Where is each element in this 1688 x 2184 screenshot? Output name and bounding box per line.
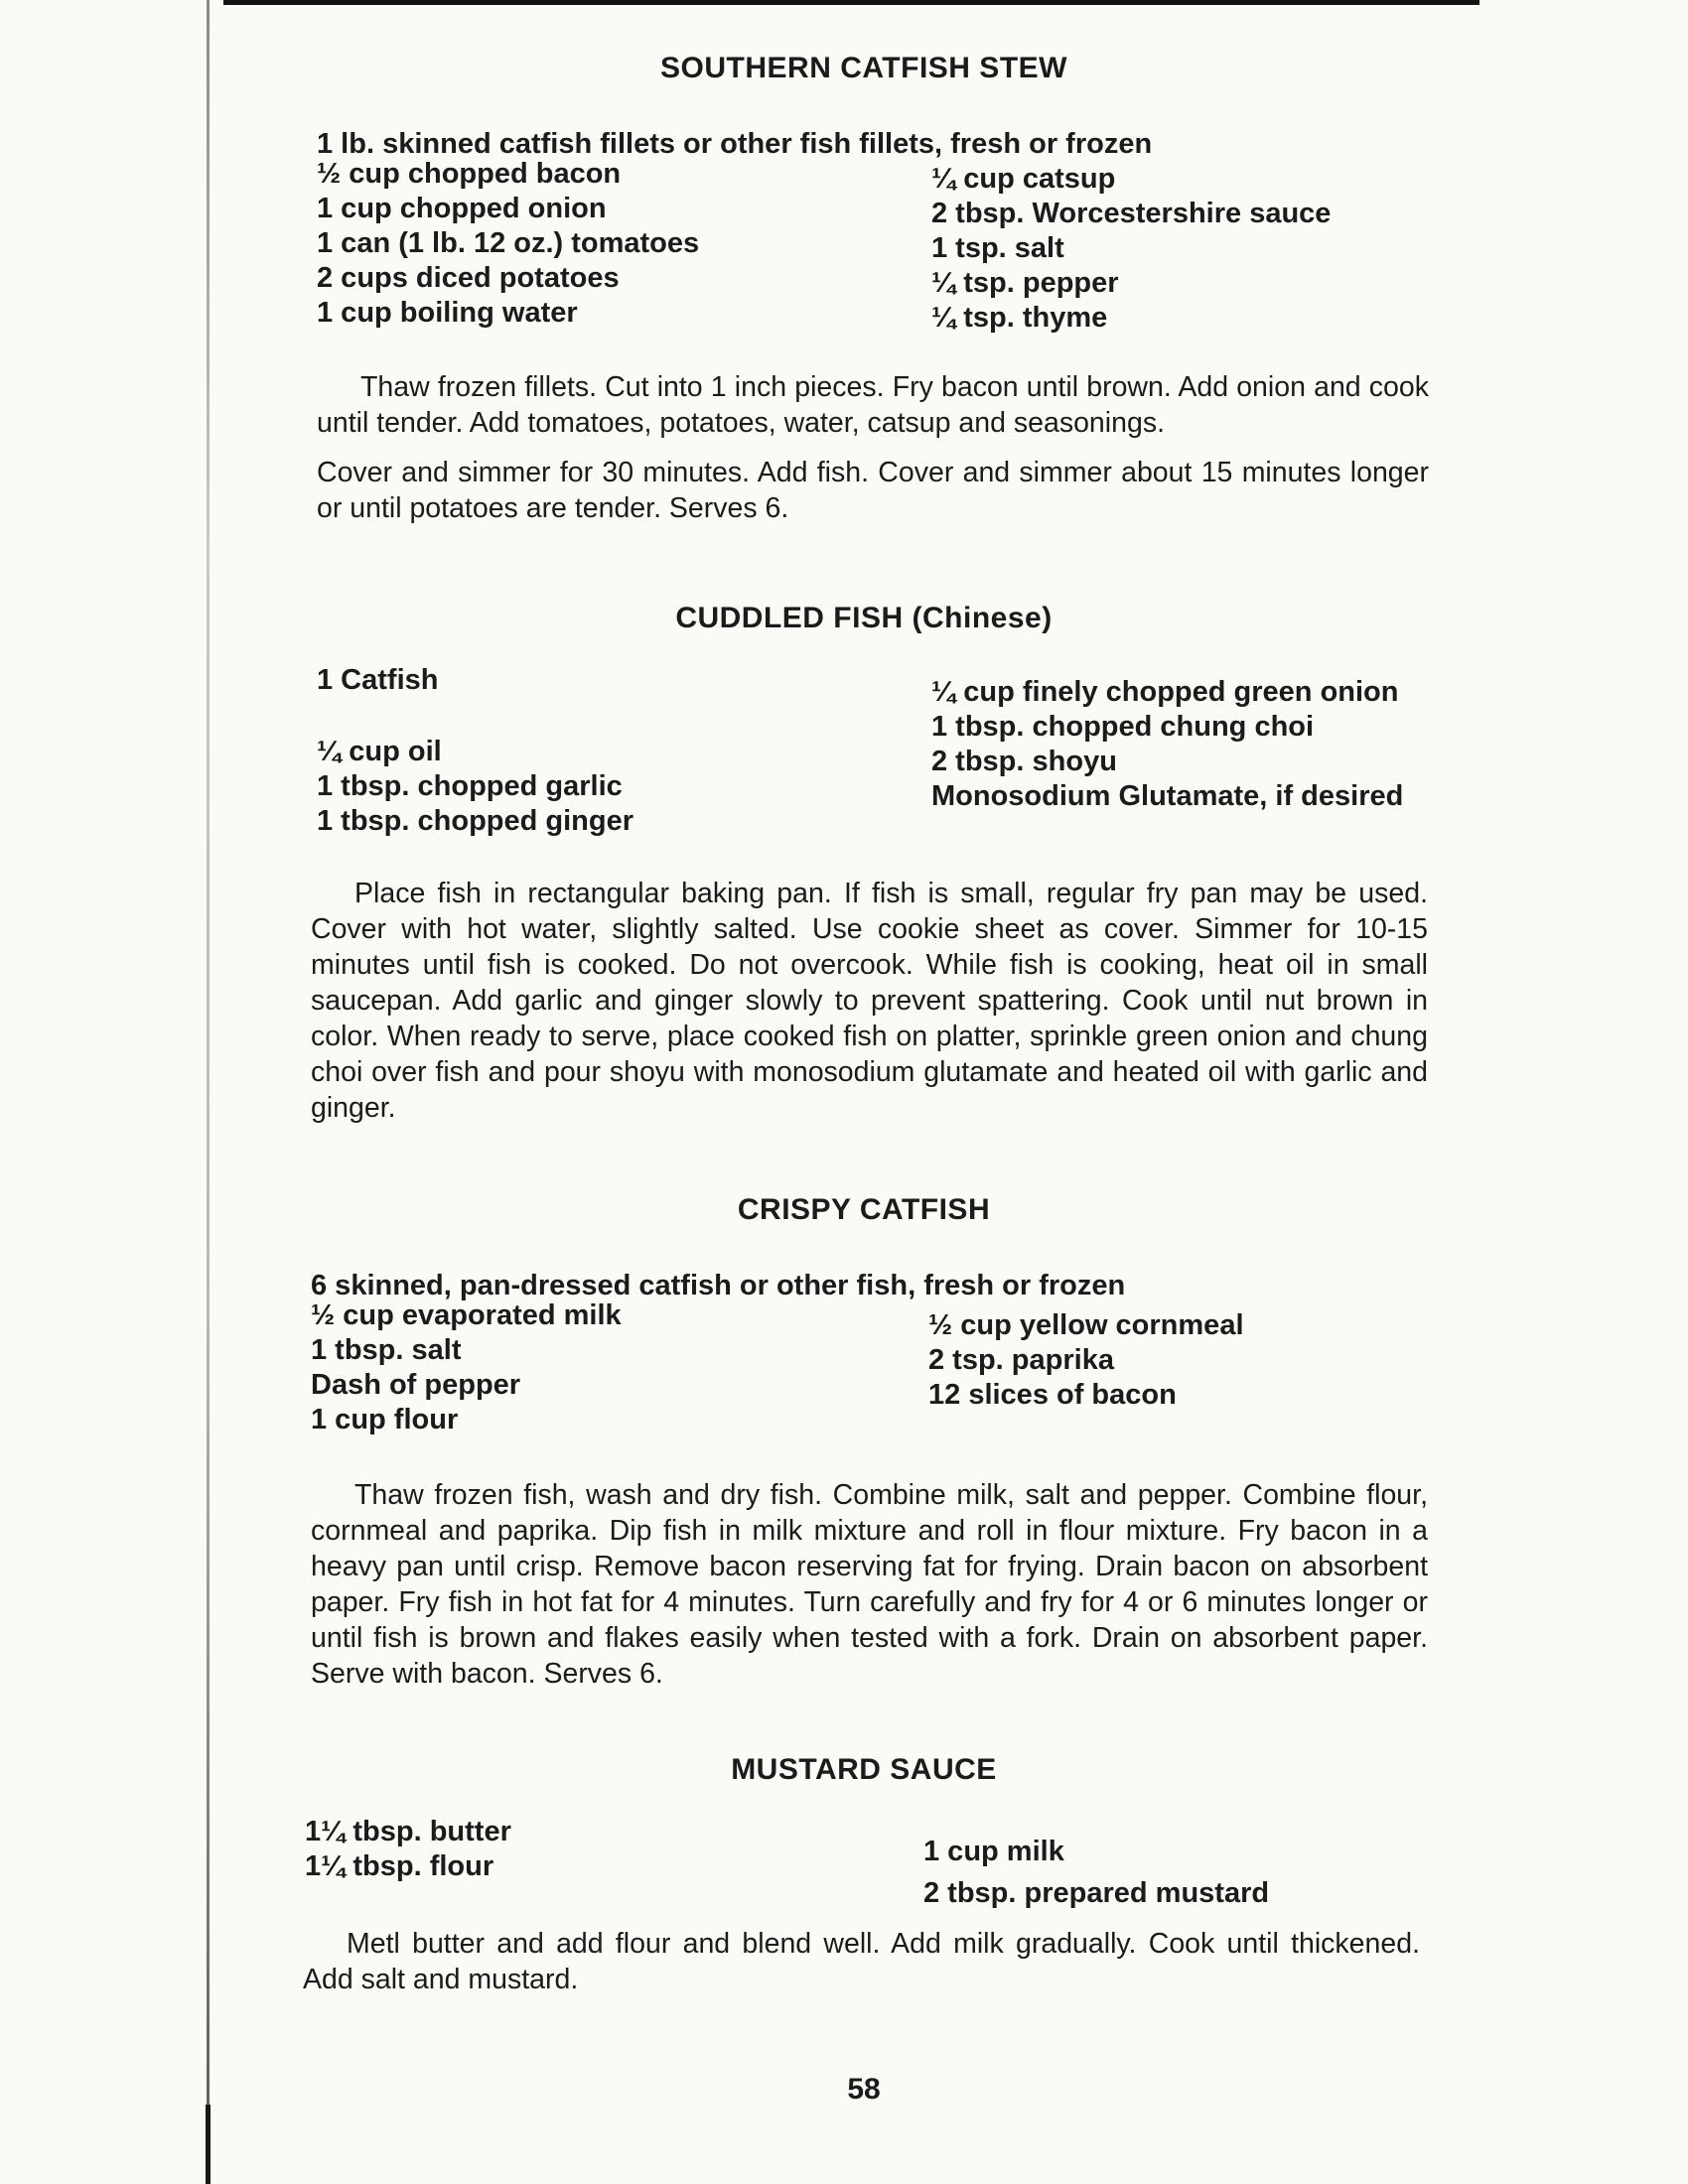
page-binding-edge xyxy=(207,0,210,2184)
ingredient: Dash of pepper xyxy=(311,1369,521,1401)
ingredient: 1 tbsp. salt xyxy=(311,1334,462,1366)
ingredient: ½ cup yellow cornmeal xyxy=(928,1309,1244,1341)
page-binding-shadow xyxy=(206,2105,211,2184)
ingredient-line: 1 lb. skinned catfish fillets or other fish fillets, fresh or frozen xyxy=(317,128,1153,160)
recipe-title: CRISPY CATFISH xyxy=(737,1193,991,1226)
recipe-title-main: CUDDLED FISH xyxy=(675,602,904,634)
ingredient: 1 tbsp. chopped chung choi xyxy=(931,711,1315,743)
ingredient-list-left xyxy=(317,735,633,839)
instruction-paragraph: Place fish in rectangular baking pan. If fish is small, regular fry pan may be used. Cover with hot water, slightly salted. Use cookie sheet as cover. Simmer for 10-15 minutes until fish is cooked. Do not overcook. While fish is cooking, heat oil in small saucepan. Add garlic and ginger slowly to prevent spattering. Cook until nut brown in color. When ready to serve, place cooked fish on platter, sprinkle green onion and chung choi over fish and pour shoyu with monosodium glutamate and heated oil with garlic and ginger. xyxy=(311,878,1428,1124)
ingredient: ¼ tsp. thyme xyxy=(931,302,1108,334)
recipe-instructions xyxy=(317,369,1429,526)
ingredient: 1 cup chopped onion xyxy=(317,193,607,224)
instruction-paragraph: Thaw frozen fish, wash and dry fish. Combine milk, salt and pepper. Combine flour, cornmeal and paprika. Dip fish in milk mixture and roll in flour mixture. Fry bacon in a heavy pan until crisp. Remove bacon reserving fat for frying. Drain bacon on absorbent paper. Fry fish in hot fat for 4 minutes. Turn carefully and fry for 4 or 6 minutes longer or until fish is brown and flakes easily when tested with a fork. Drain on absorbent paper. Serve with bacon. Serves 6. xyxy=(311,1479,1428,1690)
ingredient-list-right xyxy=(928,1308,1244,1413)
ingredient: 2 tbsp. prepared mustard xyxy=(923,1877,1270,1909)
recipe-instructions xyxy=(303,1926,1420,1997)
ingredient: 1 can (1 lb. 12 oz.) tomatoes xyxy=(317,227,700,259)
ingredient-list-left xyxy=(311,1298,622,1437)
ingredient: ½ cup chopped bacon xyxy=(317,158,622,190)
ingredient-list-right xyxy=(931,675,1403,814)
ingredient: 12 slices of bacon xyxy=(928,1379,1177,1411)
recipe-title-sub: (Chinese) xyxy=(912,602,1053,634)
ingredient: ¼ cup catsup xyxy=(931,163,1116,195)
cookbook-page xyxy=(303,0,1429,2184)
recipe-instructions xyxy=(311,1477,1428,1692)
ingredient: 2 cups diced potatoes xyxy=(317,262,620,294)
recipe-title: SOUTHERN CATFISH STEW xyxy=(660,52,1067,84)
ingredient: 1 tbsp. chopped ginger xyxy=(317,805,634,837)
ingredient: 1 tsp. salt xyxy=(931,232,1064,264)
ingredient-list-left-top xyxy=(317,663,438,698)
ingredient-list-left xyxy=(317,157,699,331)
ingredient: 1 cup milk xyxy=(923,1836,1064,1867)
instruction-paragraph: Cover and simmer for 30 minutes. Add fish. Cover and simmer about 15 minutes longer or until potatoes are tender. Serves 6. xyxy=(317,457,1429,524)
ingredient: Monosodium Glutamate, if desired xyxy=(931,780,1404,812)
ingredient: ¼ cup finely chopped green onion xyxy=(931,676,1399,708)
instruction-paragraph: Thaw frozen fillets. Cut into 1 inch pieces. Fry bacon until brown. Add onion and cook until tender. Add tomatoes, potatoes, water, catsup and seasonings. xyxy=(317,371,1429,439)
ingredient-line: 6 skinned, pan-dressed catfish or other fish, fresh or frozen xyxy=(311,1270,1126,1301)
ingredient: 1 cup flour xyxy=(311,1404,459,1435)
ingredient-list-left xyxy=(305,1815,511,1884)
ingredient: 2 tsp. paprika xyxy=(928,1344,1114,1376)
ingredient: 1 Catfish xyxy=(317,664,439,696)
page-number: 58 xyxy=(847,2073,881,2106)
ingredient: ¼ cup oil xyxy=(317,736,442,767)
ingredient: 1¼ tbsp. flour xyxy=(305,1850,494,1882)
recipe-instructions xyxy=(311,876,1428,1126)
ingredient: 2 tbsp. shoyu xyxy=(931,746,1117,777)
ingredient: ¼ tsp. pepper xyxy=(931,267,1119,299)
recipe-title: MUSTARD SAUCE xyxy=(731,1753,997,1786)
ingredient: ½ cup evaporated milk xyxy=(311,1299,622,1331)
ingredient-list-right xyxy=(923,1831,1269,1914)
ingredient: 2 tbsp. Worcestershire sauce xyxy=(931,198,1332,229)
ingredient: 1 cup boiling water xyxy=(317,297,578,329)
ingredient: 1¼ tbsp. butter xyxy=(305,1816,511,1847)
recipe-title xyxy=(303,602,1425,635)
instruction-paragraph: Metl butter and add flour and blend well. Add milk gradually. Cook until thickened. Add salt and mustard. xyxy=(303,1928,1420,1995)
ingredient-list-right xyxy=(931,162,1331,336)
ingredient: 1 tbsp. chopped garlic xyxy=(317,770,623,802)
